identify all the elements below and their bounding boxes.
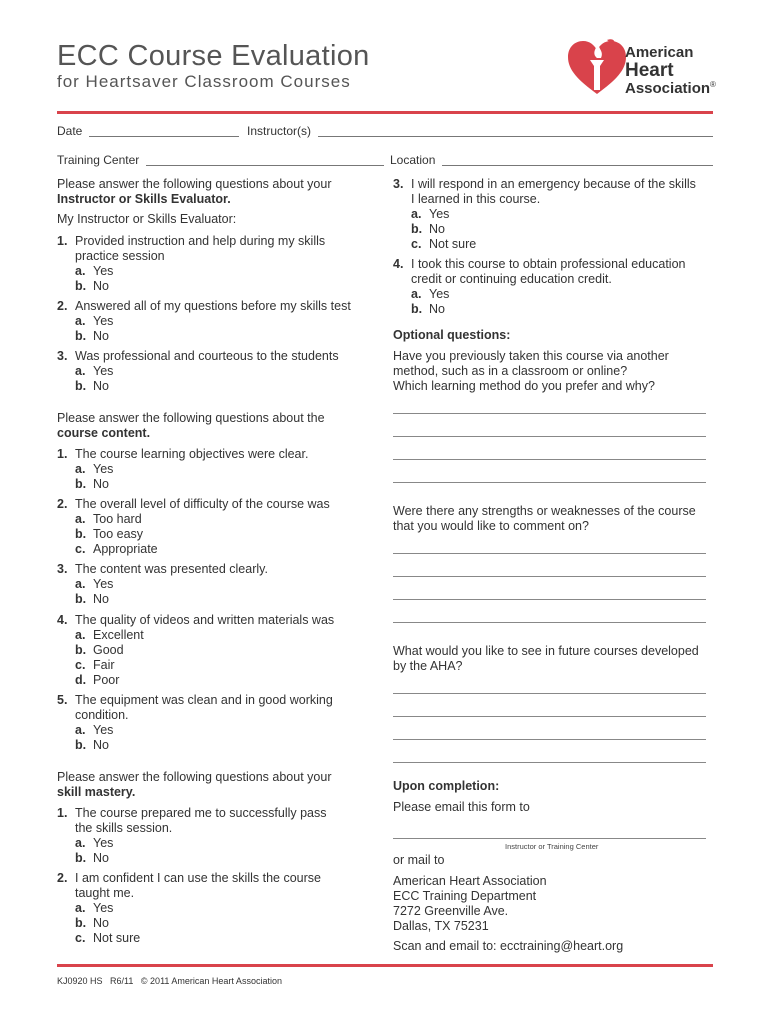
optional-question-3: What would you like to see in future courses developed by the AHA? [393,644,699,673]
option-good[interactable]: b. Good [75,643,124,657]
footer-divider [57,964,713,967]
option-yes[interactable]: a. Yes [75,577,114,591]
option-yes[interactable]: a. Yes [411,287,450,301]
option-not-sure[interactable]: c. Not sure [75,931,141,945]
option-yes[interactable]: a. Yes [75,364,114,378]
option-yes[interactable]: a. Yes [75,462,114,476]
footer-text: KJ0920 HS R6/11 © 2011 American Heart Association [57,976,282,986]
page-title: ECC Course Evaluation [57,40,370,72]
s3-question-2: 2. I am confident I can use the skills the course taught me. a. Yes b. No c. Not sure [57,871,321,945]
option-no[interactable]: b. No [75,329,109,343]
answer-line[interactable] [393,599,706,600]
answer-line[interactable] [393,413,706,414]
section3-intro: Please answer the following questions about your skill mastery. [57,770,332,799]
answer-line[interactable] [393,622,706,623]
page-subtitle: for Heartsaver Classroom Courses [57,72,351,91]
option-yes[interactable]: a. Yes [75,314,114,328]
s2-question-5: 5. The equipment was clean and in good working condition. a. Yes b. No [57,693,333,752]
option-no[interactable]: b. No [411,222,445,236]
aha-heart-torch-logo-icon [566,36,628,98]
date-label: Date [57,124,83,138]
option-no[interactable]: b. No [75,851,109,865]
location-label: Location [390,153,436,167]
s1-question-1: 1. Provided instruction and help during my skills practice session a. Yes b. No [57,234,326,293]
s2-question-1: 1. The course learning objectives were clear. a. Yes b. No [57,447,309,491]
email-field-caption: Instructor or Training Center [505,842,599,851]
logo-line-heart: Heart [625,60,674,81]
answer-line[interactable] [393,576,706,577]
answer-line[interactable] [393,553,706,554]
option-excellent[interactable]: a. Excellent [75,628,144,642]
s3-question-4: 4. I took this course to obtain professional education credit or continuing education credit. a. Yes b. No [393,257,686,316]
email-instruction: Please email this form to [393,800,530,814]
email-recipient-field[interactable] [393,838,706,839]
option-not-sure[interactable]: c. Not sure [411,237,477,251]
instructor-field[interactable] [318,136,713,137]
s2-question-2: 2. The overall level of difficulty of the course was a. Too hard b. Too easy c. Appropriate [57,497,330,556]
instructor-label: Instructor(s) [247,124,312,138]
option-no[interactable]: b. No [75,916,109,930]
option-poor[interactable]: d. Poor [75,673,120,687]
option-fair[interactable]: c. Fair [75,658,115,672]
option-no[interactable]: b. No [75,738,109,752]
training-center-field[interactable] [146,165,384,166]
option-no[interactable]: b. No [75,592,109,606]
s3-question-3: 3. I will respond in an emergency because of the skills I learned in this course. a. Yes b. No c. Not sure [393,177,696,251]
option-no[interactable]: b. No [75,279,109,293]
answer-line[interactable] [393,482,706,483]
section2-intro: Please answer the following questions about the course content. [57,411,325,440]
option-too-easy[interactable]: b. Too easy [75,527,144,541]
answer-line[interactable] [393,459,706,460]
section1-intro: Please answer the following questions about your Instructor or Skills Evaluator. [57,177,332,206]
logo-line-association: Association® [625,80,716,97]
answer-line[interactable] [393,762,706,763]
date-field[interactable] [89,136,239,137]
section1-lead: My Instructor or Skills Evaluator: [57,212,237,226]
answer-line[interactable] [393,693,706,694]
answer-line[interactable] [393,436,706,437]
location-field[interactable] [442,165,713,166]
s3-question-1: 1. The course prepared me to successfully pass the skills session. a. Yes b. No [57,806,327,865]
option-yes[interactable]: a. Yes [75,264,114,278]
option-appropriate[interactable]: c. Appropriate [75,542,158,556]
answer-line[interactable] [393,739,706,740]
s2-question-3: 3. The content was presented clearly. a. Yes b. No [57,562,268,606]
aha-logo-wordmark [625,45,716,96]
option-yes[interactable]: a. Yes [411,207,450,221]
s2-question-4: 4. The quality of videos and written materials was a. Excellent b. Good c. Fair d. Poor [57,613,335,687]
scan-email-text: Scan and email to: ecctraining@heart.org [393,939,624,953]
option-yes[interactable]: a. Yes [75,723,114,737]
option-too-hard[interactable]: a. Too hard [75,512,142,526]
optional-questions-heading: Optional questions: [393,328,511,342]
s1-question-2: 2. Answered all of my questions before my skills test a. Yes b. No [57,299,351,343]
option-yes[interactable]: a. Yes [75,836,114,850]
option-no[interactable]: b. No [411,302,445,316]
answer-line[interactable] [393,716,706,717]
option-yes[interactable]: a. Yes [75,901,114,915]
s1-question-3: 3. Was professional and courteous to the students a. Yes b. No [57,349,339,393]
option-no[interactable]: b. No [75,379,109,393]
completion-heading: Upon completion: [393,779,500,793]
option-no[interactable]: b. No [75,477,109,491]
header-divider [57,111,713,114]
training-center-label: Training Center [57,153,140,167]
optional-question-1: Have you previously taken this course via another method, such as in a classroom or online? Which learning method do you prefer and why? [393,349,669,393]
mailing-address: American Heart Association ECC Training Department 7272 Greenville Ave. Dallas, TX 75231 [393,874,547,933]
logo-line-american: American [625,44,694,61]
mail-instruction: or mail to [393,853,445,867]
optional-question-2: Were there any strengths or weaknesses of the course that you would like to comment on? [393,504,696,533]
